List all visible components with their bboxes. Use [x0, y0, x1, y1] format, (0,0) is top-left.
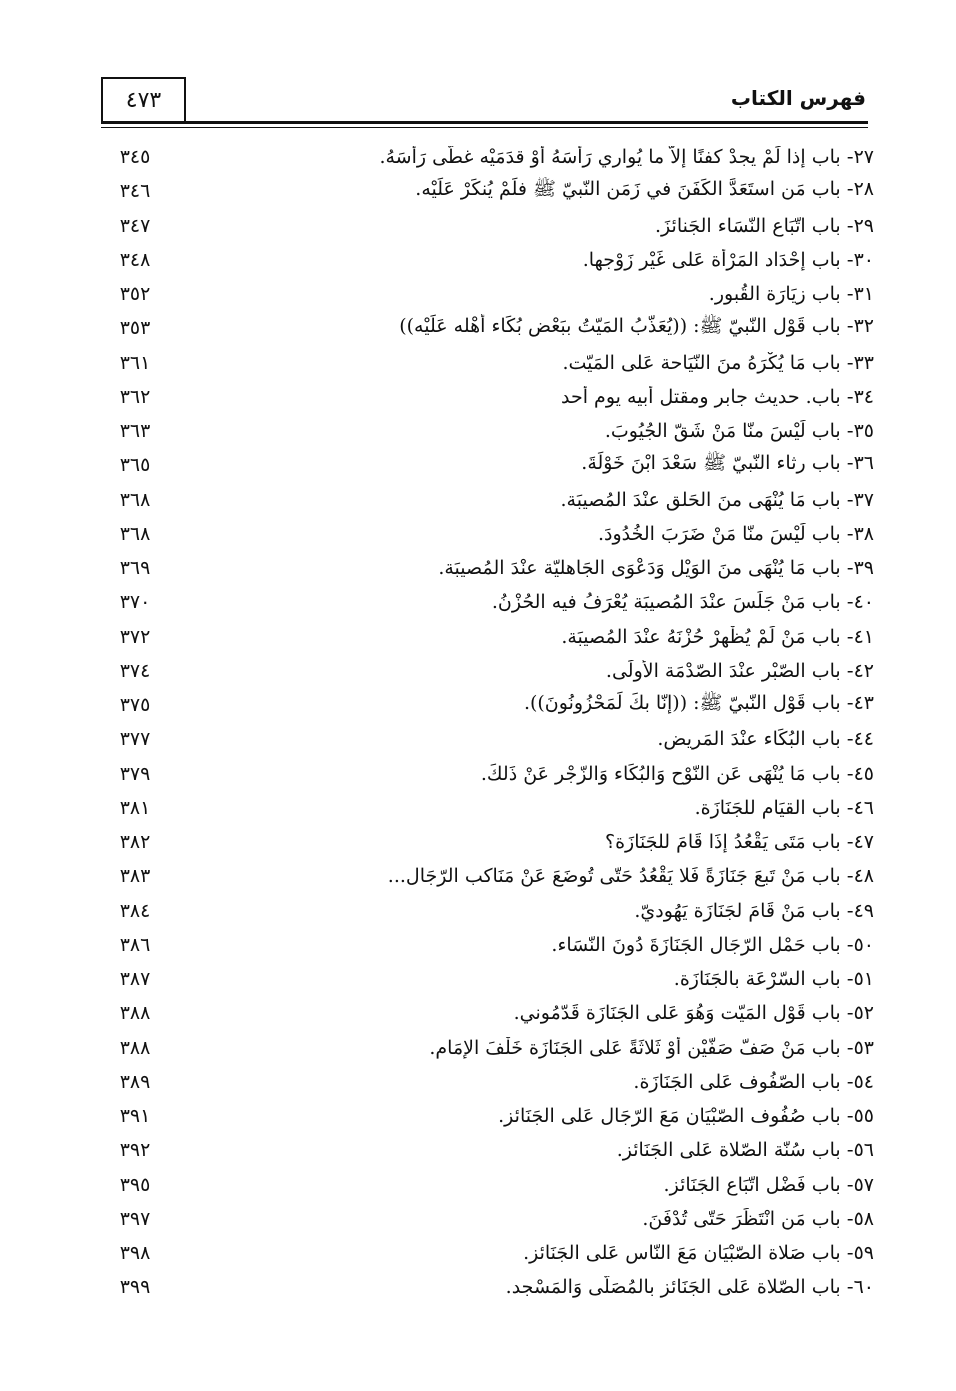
toc-entry-text: باب الصّلاة عَلى الجَنَائز بالمُصَلّى وَالمَسْجد. — [505, 1276, 841, 1299]
toc-entry-title — [175, 146, 874, 168]
table-of-contents — [95, 140, 874, 1305]
toc-entry-number: ٥٨- — [846, 1207, 874, 1230]
toc-entry — [95, 1065, 874, 1099]
page-number-text: ٤٧٣ — [125, 87, 162, 113]
toc-entry — [95, 996, 874, 1030]
toc-entry-title — [175, 352, 874, 374]
toc-entry — [95, 277, 874, 311]
toc-entry-text: باب رثاء النّبيّ ﷺ سَعْدَ ابْنَ خَوْلَةَ. — [581, 452, 841, 475]
toc-entry-number: ٥٧- — [846, 1173, 874, 1196]
toc-page-number: ٣٩٩ — [119, 1276, 151, 1299]
toc-entry-text: باب مَنْ تَبعَ جَنَازَةً فَلا يَقْعُدُ حَتّى تُوضَعَ عَنْ مَنَاكب الرّجَال... — [387, 865, 841, 888]
toc-entry-number: ٣٥- — [846, 420, 874, 443]
toc-entry — [95, 894, 874, 928]
toc-entry — [95, 962, 874, 996]
toc-entry-title — [175, 1071, 874, 1093]
toc-page-number: ٣٧٥ — [119, 694, 151, 717]
toc-entry-number: ٣٧- — [846, 488, 874, 511]
toc-entry-number: ٤٠- — [846, 591, 874, 614]
toc-page-number: ٣٤٥ — [119, 146, 151, 169]
toc-entry-title — [175, 591, 874, 613]
toc-entry-title — [175, 728, 874, 750]
toc-entry — [95, 174, 874, 208]
toc-entry — [95, 209, 874, 243]
toc-entry — [95, 1133, 874, 1167]
toc-entry-number: ٥٤- — [846, 1070, 874, 1093]
toc-entry-text: باب إحْدَاد المَرْأة عَلى غَيْر زَوْجها. — [582, 248, 841, 271]
toc-entry-title — [175, 420, 874, 442]
toc-entry — [95, 688, 874, 722]
toc-entry-title — [175, 691, 874, 719]
toc-entry-title — [175, 1276, 874, 1298]
toc-entry-text: باب مَنْ لَمْ يُظْهرْ حُزْنَهُ عنْدَ المُصيبَة. — [561, 625, 841, 648]
toc-entry-number: ٤٨- — [846, 865, 874, 888]
toc-entry-number: ٣١- — [846, 283, 874, 306]
toc-entry — [95, 722, 874, 756]
toc-page-number: ٣٨٩ — [119, 1070, 151, 1093]
toc-entry — [95, 448, 874, 482]
toc-entry-title — [175, 797, 874, 819]
header-rule-thin — [101, 127, 868, 128]
toc-page-number: ٣٦٣ — [119, 420, 151, 443]
toc-entry-text: باب البُكَاء عنْدَ المَريض. — [657, 728, 841, 751]
toc-entry-title — [175, 557, 874, 579]
toc-entry-text: باب مَن انْتَظَرَ حَتّى تُدْفَنَ. — [642, 1207, 841, 1230]
toc-entry-title — [175, 763, 874, 785]
toc-page-number: ٣٤٧ — [119, 214, 151, 237]
toc-entry-title — [175, 865, 874, 887]
toc-entry-title — [175, 177, 874, 205]
toc-entry-title — [175, 1139, 874, 1161]
toc-page-number: ٣٥٣ — [119, 317, 151, 340]
toc-entry — [95, 346, 874, 380]
toc-entry-text: باب إذا لَمْ يجدْ كفنًا إلاّ ما يُواري رَأسَهُ أوْ قدَمَيْه غطّى رَأسَهُ. — [379, 146, 841, 169]
toc-entry-title — [175, 900, 874, 922]
toc-entry-number: ٤٢- — [846, 659, 874, 682]
toc-page-number: ٣٧٩ — [119, 762, 151, 785]
toc-entry-text: باب سُنّة الصّلاة عَلى الجَنَائز. — [616, 1139, 841, 1162]
toc-entry-title — [175, 1037, 874, 1059]
toc-entry-number: ٣٦- — [846, 452, 874, 475]
toc-entry-number: ٣٨- — [846, 522, 874, 545]
page-number — [101, 77, 186, 121]
toc-entry-text: باب مَنْ قَامَ لجَنَازَة يَهُوديّ. — [634, 899, 841, 922]
toc-page-number: ٣٨٨ — [119, 1002, 151, 1025]
toc-entry — [95, 1099, 874, 1133]
toc-entry — [95, 551, 874, 585]
toc-entry-title — [175, 386, 874, 408]
toc-page-number: ٣٧٠ — [119, 591, 151, 614]
toc-entry-title — [175, 1002, 874, 1024]
toc-page-number: ٣٨١ — [119, 796, 151, 819]
toc-page-number: ٣٨٢ — [119, 831, 151, 854]
toc-entry — [95, 311, 874, 345]
toc-page-number: ٣٦٨ — [119, 488, 151, 511]
toc-entry-text: باب قَوْل النّبيّ ﷺ: ((إنّا بكَ لَمَحْزُونُونَ)). — [523, 692, 841, 715]
toc-page-number: ٣٩٢ — [119, 1139, 151, 1162]
toc-page-number: ٣٦٥ — [119, 454, 151, 477]
toc-entry-text: باب القيَام للجَنَازَة. — [694, 796, 841, 819]
toc-entry-text: باب مَا يُكْرَهُ منَ النّيَاحة عَلى المَيّت. — [562, 351, 841, 374]
toc-entry-number: ٣٩- — [846, 557, 874, 580]
toc-entry-number: ٢٨- — [846, 178, 874, 201]
toc-page-number: ٣٩١ — [119, 1105, 151, 1128]
toc-entry-title — [175, 523, 874, 545]
toc-page-number: ٣٧٧ — [119, 728, 151, 751]
toc-entry-number: ٤٩- — [846, 899, 874, 922]
toc-entry — [95, 757, 874, 791]
toc-entry-text: باب قَوْل النّبيّ ﷺ: ((يُعَذّبُ المَيّتُ ببَعْض بُكَاء أهْله عَلَيْه)) — [399, 315, 841, 338]
toc-entry-text: باب مَن استَعَدَّ الكَفَنَ في زَمَن النّبيّ ﷺ فلَمْ يُنكَرْ عَلَيْه. — [415, 178, 841, 201]
toc-page-number: ٣٨٤ — [119, 899, 151, 922]
toc-entry-text: باب صُفُوف الصّبْيَان مَعَ الرّجَال عَلى الجَنَائز. — [498, 1105, 841, 1128]
toc-entry-text: باب اتّبَاع النّسَاء الجَنائزَ. — [655, 214, 841, 237]
toc-page-number: ٣٩٥ — [119, 1173, 151, 1196]
toc-entry-text: باب قَوْل المَيّت وَهُوَ عَلى الجَنَازَة قَدّمُوني. — [513, 1002, 841, 1025]
toc-entry — [95, 517, 874, 551]
toc-entry — [95, 1031, 874, 1065]
toc-page-number: ٣٤٨ — [119, 248, 151, 271]
toc-page-number: ٣٩٨ — [119, 1242, 151, 1265]
toc-page-number: ٣٨٦ — [119, 933, 151, 956]
toc-entry — [95, 825, 874, 859]
toc-entry — [95, 1270, 874, 1304]
toc-entry — [95, 859, 874, 893]
toc-entry-number: ٣٤- — [846, 385, 874, 408]
toc-entry-title — [175, 215, 874, 237]
toc-entry-text: باب السّرْعَة بالجَنَازَة. — [673, 968, 841, 991]
toc-entry — [95, 1168, 874, 1202]
toc-entry — [95, 483, 874, 517]
toc-entry-title — [175, 1208, 874, 1230]
toc-page-number: ٣٦٩ — [119, 557, 151, 580]
toc-entry-text: باب مَا يُنْهَى عَن النّوْح وَالبُكَاء وَالزّجْر عَنْ ذَلكَ. — [480, 762, 841, 785]
toc-entry-number: ٥٣- — [846, 1036, 874, 1059]
toc-entry — [95, 620, 874, 654]
toc-entry-text: باب لَيْسَ منّا مَنْ شَقّ الجُيُوبَ. — [604, 420, 841, 443]
toc-entry-title — [175, 831, 874, 853]
toc-entry-title — [175, 249, 874, 271]
toc-entry-number: ٥١- — [846, 968, 874, 991]
toc-page-number: ٣٧٢ — [119, 625, 151, 648]
toc-entry — [95, 414, 874, 448]
toc-page-number: ٣٤٦ — [119, 180, 151, 203]
toc-entry-number: ٥٩- — [846, 1242, 874, 1265]
toc-entry-text: باب مَنْ جَلَسَ عنْدَ المُصيبَة يُعْرَفُ فيه الحُزْنُ. — [491, 591, 841, 614]
toc-entry-title — [175, 489, 874, 511]
toc-entry-text: باب زيَارَة القُبور. — [708, 283, 841, 306]
toc-entry — [95, 654, 874, 688]
toc-page-number: ٣٦٢ — [119, 385, 151, 408]
toc-entry-number: ٥٢- — [846, 1002, 874, 1025]
toc-entry-text: باب. حديث جابر ومقتل أبيه يوم أُحد — [561, 385, 841, 408]
toc-entry-text: باب مَتَى يَقْعُدُ إذَا قَامَ للجَنَازَة؟ — [604, 831, 841, 854]
toc-entry-title — [175, 283, 874, 305]
toc-page-number: ٣٦١ — [119, 351, 151, 374]
toc-entry — [95, 928, 874, 962]
toc-entry-text: باب فَضْل اتّبَاع الجَنَائز. — [663, 1173, 841, 1196]
toc-entry-text: باب مَا يُنْهَى منَ الوَيْل وَدَعْوَى الجَاهليّة عنْدَ المُصيبَة. — [438, 557, 841, 580]
toc-entry-number: ٤٦- — [846, 796, 874, 819]
toc-entry — [95, 140, 874, 174]
toc-entry-number: ٢٩- — [846, 214, 874, 237]
toc-page-number: ٣٥٢ — [119, 283, 151, 306]
toc-entry-text: باب مَا يُنْهَى منَ الحَلق عنْدَ المُصيبَة. — [560, 488, 841, 511]
toc-entry-number: ٤٧- — [846, 831, 874, 854]
toc-entry-title — [175, 660, 874, 682]
toc-entry-title — [175, 626, 874, 648]
toc-entry-number: ٣٠- — [846, 248, 874, 271]
toc-entry-text: باب مَنْ صَفّ صَفّيْن أوْ ثَلاثَةً عَلى الجَنَازَة خَلْفَ الإمَام. — [429, 1036, 841, 1059]
toc-entry — [95, 791, 874, 825]
toc-entry-number: ٥٦- — [846, 1139, 874, 1162]
toc-entry-title — [175, 1174, 874, 1196]
toc-entry-title — [175, 451, 874, 479]
toc-entry-number: ٤٥- — [846, 762, 874, 785]
toc-entry-title — [175, 314, 874, 342]
toc-entry-number: ٦٠- — [846, 1276, 874, 1299]
toc-page-number: ٣٨٨ — [119, 1036, 151, 1059]
toc-entry-number: ٣٢- — [846, 315, 874, 338]
toc-entry-title — [175, 1242, 874, 1264]
toc-entry — [95, 585, 874, 619]
toc-entry — [95, 1236, 874, 1270]
toc-entry — [95, 1202, 874, 1236]
toc-entry-number: ٤٤- — [846, 728, 874, 751]
toc-entry — [95, 380, 874, 414]
toc-entry-text: باب صَلاة الصّبْيَان مَعَ النّاس عَلى الجَنَائز. — [523, 1242, 841, 1265]
toc-entry-number: ٤٣- — [846, 692, 874, 715]
toc-page-number: ٣٦٨ — [119, 522, 151, 545]
toc-entry — [95, 243, 874, 277]
toc-entry-title — [175, 934, 874, 956]
toc-page-number: ٣٨٧ — [119, 968, 151, 991]
toc-entry-text: باب لَيْسَ منّا مَنْ ضَرَبَ الخُدُودَ. — [597, 522, 841, 545]
toc-entry-text: باب الصّبْر عنْدَ الصّدْمَة الأُولَى. — [605, 659, 841, 682]
toc-entry-number: ٢٧- — [846, 146, 874, 169]
toc-entry-title — [175, 1105, 874, 1127]
toc-page-number: ٣٧٤ — [119, 659, 151, 682]
toc-entry-number: ٥٥- — [846, 1105, 874, 1128]
toc-entry-text: باب حَمْل الرّجَال الجَنَازَةَ دُونَ النّسَاء. — [551, 933, 841, 956]
toc-entry-number: ٤١- — [846, 625, 874, 648]
toc-entry-title — [175, 968, 874, 990]
toc-page-number: ٣٨٣ — [119, 865, 151, 888]
toc-entry-number: ٣٣- — [846, 351, 874, 374]
running-title: فهرس الكتاب — [730, 86, 866, 110]
toc-page-number: ٣٩٧ — [119, 1207, 151, 1230]
header-rule-thick — [101, 121, 868, 124]
toc-entry-number: ٥٠- — [846, 933, 874, 956]
toc-entry-text: باب الصّفُوف عَلى الجَنَازَة. — [633, 1070, 841, 1093]
